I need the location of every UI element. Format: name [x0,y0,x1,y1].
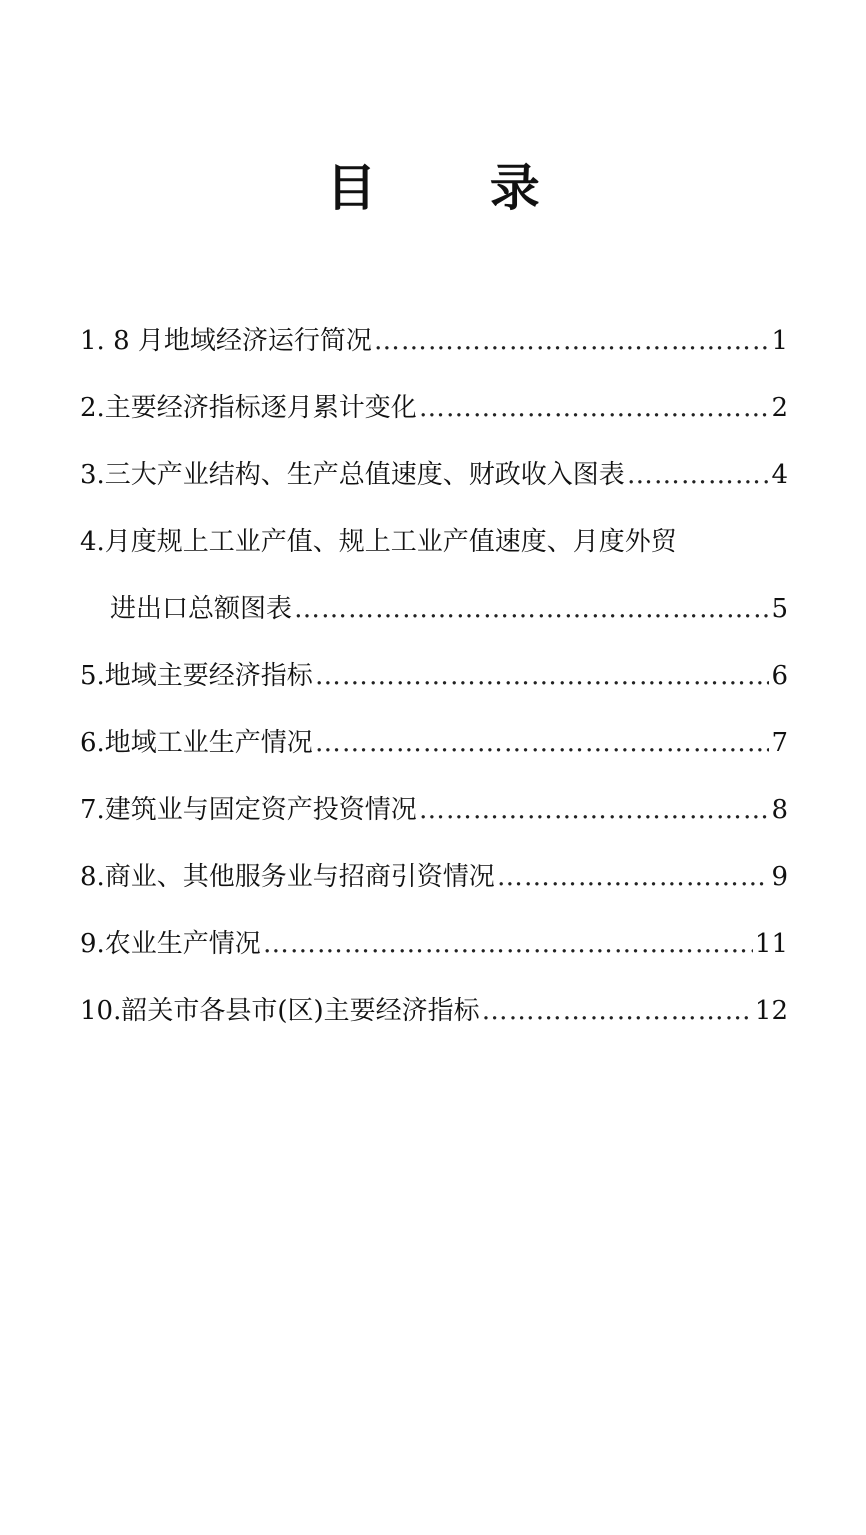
toc-leader-dots [497,856,770,898]
toc-page-number: 8 [771,795,788,825]
toc-entry-title: 9.农业生产情况 [80,929,261,959]
toc-leader-dots [294,588,769,630]
toc-line-continuation [80,588,788,630]
toc-page-number: 1 [771,326,788,356]
toc-entry-title: 7.建筑业与固定资产投资情况 [80,795,417,825]
toc-entry-4[interactable] [80,521,788,655]
toc-page-number: 6 [771,661,788,691]
toc-leader-dots [419,789,770,831]
toc-entry-title: 2.主要经济指标逐月累计变化 [80,393,417,423]
page-title: 目 录 [326,158,588,217]
toc-page-number: 9 [771,862,788,892]
toc-page-number: 4 [771,460,788,490]
toc-page-number: 11 [754,929,788,959]
toc-line [80,923,788,965]
toc-line [80,655,788,697]
toc-entry-title: 5.地域主要经济指标 [80,661,313,691]
toc-line [80,789,788,831]
toc-line [80,722,788,764]
toc-entry-title: 3.三大产业结构、生产总值速度、财政收入图表 [80,460,625,490]
toc-entry-title: 4.月度规上工业产值、规上工业产值速度、月度外贸 [80,527,677,557]
toc-entry-9[interactable] [80,923,788,990]
toc-leader-dots [263,923,753,965]
toc-entry-title: 8.商业、其他服务业与招商引资情况 [80,862,495,892]
toc-leader-dots [627,454,770,496]
toc-line [80,990,788,1032]
toc-entry-title: 1. 8 月地域经济运行简况 [80,326,372,356]
toc-page-number: 12 [754,996,788,1026]
toc-line [80,320,788,362]
toc-entry-6[interactable] [80,722,788,789]
toc-entry-3[interactable] [80,454,788,521]
toc-entry-7[interactable] [80,789,788,856]
toc-entry-title: 10.韶关市各县市(区)主要经济指标 [80,996,480,1026]
toc-leader-dots [374,320,770,362]
toc-page-number: 5 [771,594,788,624]
toc-entry-10[interactable] [80,990,788,1057]
toc-line [80,856,788,898]
toc-entry-title-continuation: 进出口总额图表 [110,594,293,624]
toc-entry-5[interactable] [80,655,788,722]
toc-leader-dots [315,655,770,697]
toc-entry-1[interactable] [80,320,788,387]
toc-page-number: 2 [771,393,788,423]
toc-leader-dots [419,387,770,429]
toc-line [80,521,788,588]
table-of-contents [80,320,788,1057]
toc-line [80,387,788,429]
toc-leader-dots [315,722,770,764]
toc-entry-8[interactable] [80,856,788,923]
toc-leader-dots [482,990,753,1032]
toc-line [80,454,788,496]
toc-page-number: 7 [771,728,788,758]
toc-entry-title: 6.地域工业生产情况 [80,728,313,758]
toc-entry-2[interactable] [80,387,788,454]
